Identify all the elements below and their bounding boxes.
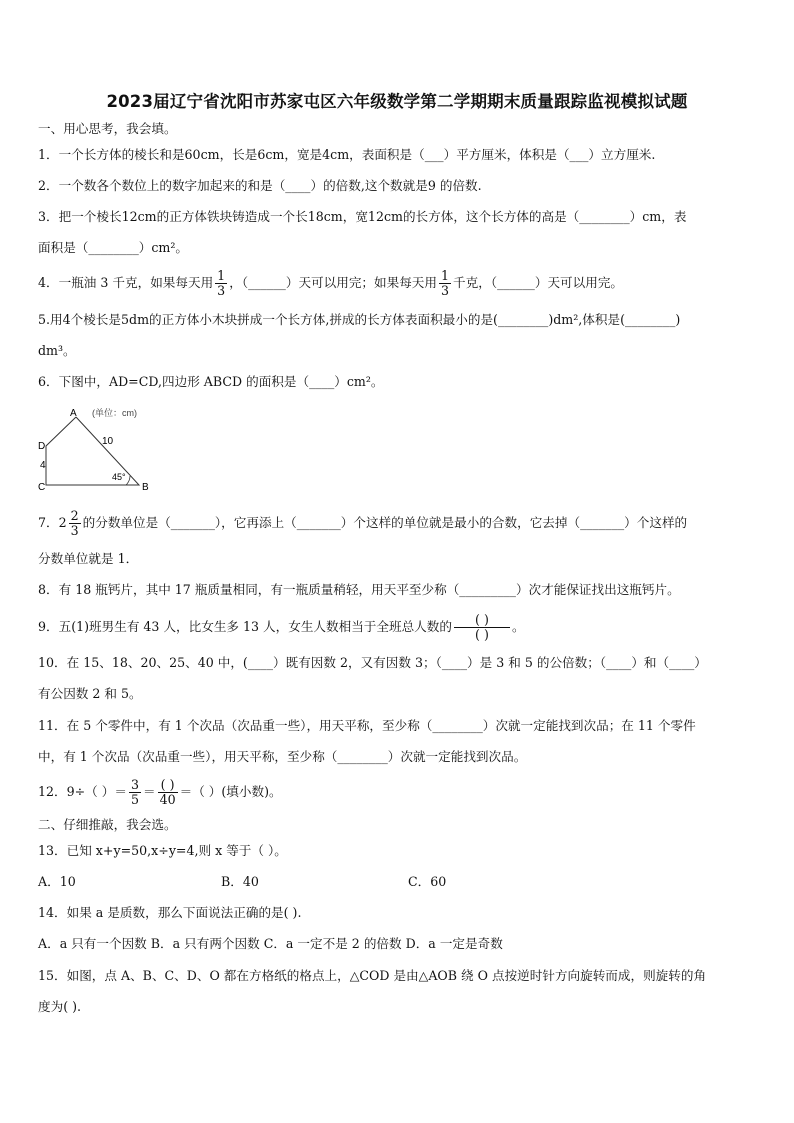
q9-denominator: ( ) xyxy=(475,627,489,642)
page-title: 2023届辽宁省沈阳市苏家屯区六年级数学第二学期期末质量跟踪监视模拟试题 xyxy=(106,92,688,111)
vertex-c-label: C xyxy=(38,482,46,493)
question-11-line-1: 11．在 5 个零件中，有 1 个次品（次品重一些），用天平称，至少称（________）次就一定能找到次品；在 11 个零件 xyxy=(38,718,696,733)
vertex-a-label: A xyxy=(70,408,77,419)
q14-options: A．a 只有一个因数 B．a 只有两个因数 C．a 一定不是 2 的倍数 D．a 一定是奇数 xyxy=(38,936,503,951)
q9-text: 9．五(1)班男生有 43 人，比女生多 13 人，女生人数相当于全班总人数的 xyxy=(38,619,452,634)
question-8: 8．有 18 瓶钙片，其中 17 瓶质量相同，有一瓶质量稍轻，用天平至少称（_________）次才能保证找出这瓶钙片。 xyxy=(38,582,680,597)
question-7-line-2: 分数单位就是 1． xyxy=(38,551,139,566)
q13-option-b: B．40 xyxy=(221,874,259,889)
vertex-d-label: D xyxy=(38,441,46,452)
q12-frac2-numerator: ( ) xyxy=(158,778,178,793)
q4-fraction-2 xyxy=(439,269,451,298)
question-7 xyxy=(38,508,687,538)
q13-option-c: C．60 xyxy=(408,874,447,889)
q13-option-a: A．10 xyxy=(38,874,76,889)
q4-frac1-numerator: 1 xyxy=(217,268,226,283)
question-5-line-1: 5.用4个棱长是5dm的正方体小木块拼成一个长方体,拼成的长方体表面积最小的是(________)dm²,体积是(________) xyxy=(38,312,681,327)
question-10-line-1: 10．在 15、18、20、25、40 中，(____）既有因数 2，又有因数 3；（____）是 3 和 5 的公倍数；（____）和（____） xyxy=(38,655,707,670)
unit-label: (单位：cm) xyxy=(92,408,137,418)
q4-text-a: 4．一瓶油 3 千克，如果每天用 xyxy=(38,275,214,290)
q12-text-a: 12．9÷（ ）＝ xyxy=(38,784,127,799)
q12-frac1-denominator: 5 xyxy=(130,792,139,807)
q7-fraction xyxy=(69,509,81,538)
q4-frac2-numerator: 1 xyxy=(440,268,449,283)
question-5-line-2: dm³。 xyxy=(38,343,76,358)
q12-fraction-2 xyxy=(158,778,178,807)
q12-text-b: ＝（ ）(填小数)。 xyxy=(179,784,282,799)
q12-frac2-denominator: 40 xyxy=(159,792,176,807)
q12-frac1-numerator: 3 xyxy=(130,777,139,792)
q9-end: 。 xyxy=(511,619,525,634)
section-1-heading: 一、用心思考，我会填。 xyxy=(38,121,177,136)
q7-denominator: 3 xyxy=(70,523,79,538)
quadrilateral-figure xyxy=(36,404,176,496)
question-4 xyxy=(38,268,623,298)
angle-arc xyxy=(126,476,130,485)
q12-equals: ＝ xyxy=(142,784,156,799)
side-dc-label: 4 xyxy=(40,460,46,471)
section-2-heading: 二、仔细推敲，我会选。 xyxy=(38,817,177,832)
q4-text-c: 千克，（______）天可以用完。 xyxy=(453,275,624,290)
q7-whole: 7．2 xyxy=(38,515,67,530)
question-14: 14．如果 a 是质数，那么下面说法正确的是( ). xyxy=(38,905,302,920)
q4-frac2-denominator: 3 xyxy=(440,283,449,298)
q7-numerator: 2 xyxy=(70,508,79,523)
angle-label: 45° xyxy=(112,472,126,482)
question-2: 2．一个数各个数位上的数字加起来的和是（____）的倍数,这个数就是9 的倍数. xyxy=(38,178,482,193)
q9-fraction xyxy=(454,613,510,642)
question-9 xyxy=(38,612,525,642)
q9-numerator: ( ) xyxy=(454,613,510,628)
side-ab-label: 10 xyxy=(102,436,114,447)
q4-fraction-1 xyxy=(215,269,227,298)
q12-fraction-1 xyxy=(129,778,141,807)
question-1: 1．一个长方体的棱长和是60cm，长是6cm，宽是4cm，表面积是（___）平方厘米，体积是（___）立方厘米. xyxy=(38,147,656,162)
question-15-line-2: 度为( ). xyxy=(38,999,82,1014)
question-10-line-2: 有公因数 2 和 5。 xyxy=(38,686,142,701)
question-6: 6．下图中，AD=CD,四边形 ABCD 的面积是（____）cm²。 xyxy=(38,374,384,389)
q7-rest: 的分数单位是（_______），它再添上（_______）个这样的单位就是最小的合数，它去掉（_______）个这样的 xyxy=(82,515,688,530)
quadrilateral-svg xyxy=(36,404,176,496)
vertex-b-label: B xyxy=(142,482,149,493)
q4-text-b: ，（______）天可以用完；如果每天用 xyxy=(229,275,437,290)
question-15-line-1: 15．如图，点 A、B、C、D、O 都在方格纸的格点上，△COD 是由△AOB 绕 O 点按逆时针方向旋转而成，则旋转的角 xyxy=(38,968,707,983)
question-3-line-1: 3．把一个棱长12cm的正方体铁块铸造成一个长18cm，宽12cm的长方体，这个长方体的高是（________）cm，表 xyxy=(38,209,687,224)
q4-frac1-denominator: 3 xyxy=(217,283,226,298)
question-11-line-2: 中，有 1 个次品（次品重一些），用天平称，至少称（________）次就一定能找到次品。 xyxy=(38,749,527,764)
question-12 xyxy=(38,776,282,808)
question-3-line-2: 面积是（________）cm²。 xyxy=(38,240,188,255)
question-13: 13．已知 x+y=50,x÷y=4,则 x 等于（ ）。 xyxy=(38,843,287,858)
